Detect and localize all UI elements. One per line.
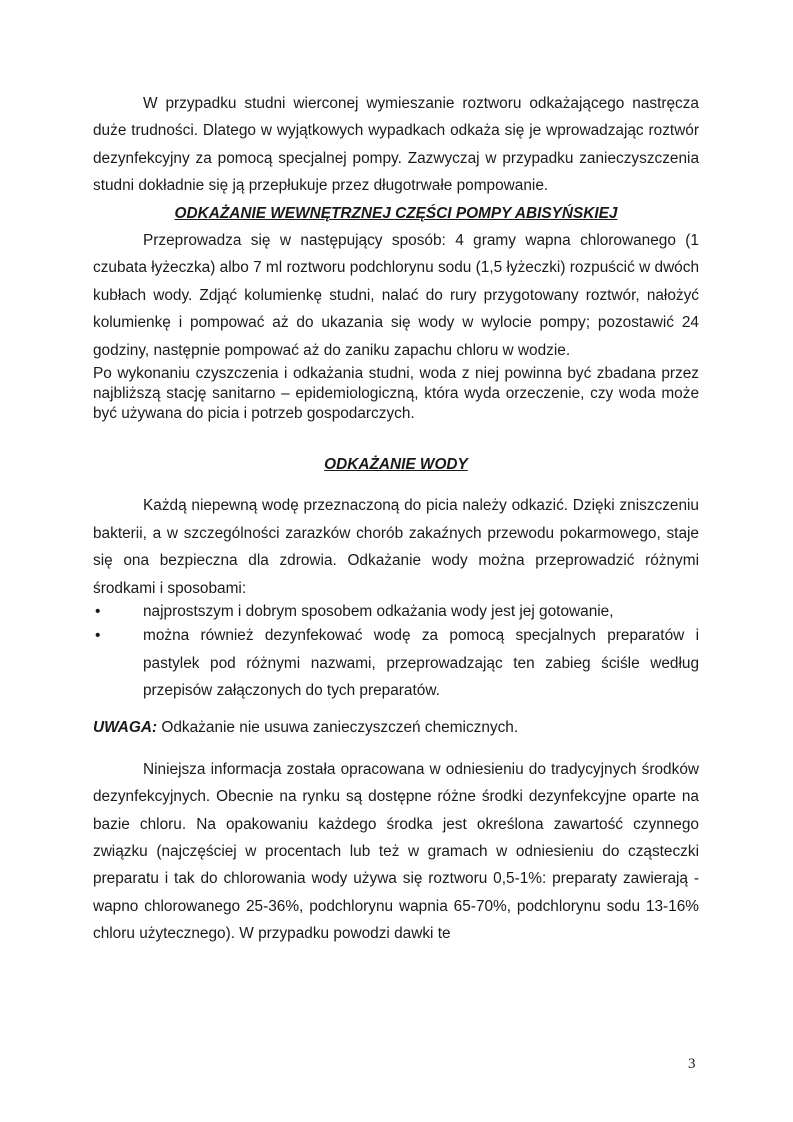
list-item-text: najprostszym i dobrym sposobem odkażania wody jest jej gotowanie,	[143, 603, 614, 621]
paragraph-pump-procedure: Przeprowadza się w następujący sposób: 4 gramy wapna chlorowanego (1 czubata łyżeczka) albo 7 ml roztworu podchlorynu sodu (1,5 łyżeczki) rozpuścić w dwóch kubłach wody. Zdjąć kolumienkę studni, nalać do rury przygotowany roztwór, nałożyć kolumienkę i pompować aż do ukazania się wody w wylocie pompy; pozostawić 24 godziny, następnie pompować aż do zaniku zapachu chloru w wodzie.	[93, 232, 699, 359]
bullet-glyph: •	[95, 603, 101, 621]
page-number: 3	[688, 1056, 696, 1072]
list-item-text: można również dezynfekować wodę za pomocą specjalnych preparatów i pastylek pod różnymi nazwami, przeprowadzając ten zabieg ściśle według przepisów załączonych do tych preparatów.	[143, 627, 699, 699]
paragraph-chlorine-agents: Niniejsza informacja została opracowana w odniesieniu do tradycyjnych środków dezynfekcyjnych. Obecnie na rynku są dostępne różne środki dezynfekcyjne oparte na bazie chloru. Na opakowaniu każdego środka jest określona zawartość czynnego związku (najczęściej w procentach lub też w gramach w odniesieniu do cząsteczki preparatu i tak do chlorowania wody używa się roztworu 0,5-1%: preparaty zawierają - wapno chlorowanego 25-36%, podchlorynu wapnia 65-70%, podchlorynu sodu 13-16% chloru użytecznego). W przypadku powodzi dawki te	[93, 760, 699, 943]
paragraph-drilled-well: W przypadku studni wierconej wymieszanie roztworu odkażającego nastręcza duże trudności. Dlatego w wyjątkowych wypadkach odkaża się je wprowadzając roztwór dezynfekcyjny za pomocą specjalnej pompy. Zazwyczaj w przypadku zanieczyszczenia studni dokładnie się ją przepłukuje przez długotrwałe pompowanie.	[93, 95, 699, 195]
note-label: UWAGA:	[93, 719, 158, 737]
paragraph-water-disinfection-intro: Każdą niepewną wodę przeznaczoną do picia należy odkazić. Dzięki zniszczeniu bakterii, a w szczególności zarazków chorób zakaźnych przewodu pokarmowego, staje się ona bezpieczna dla zdrowia. Odkażanie wody można przeprowadzić różnymi środkami i sposobami:	[93, 497, 699, 597]
heading-pump-disinfection: ODKAŻANIE WEWNĘTRZNEJ CZĘŚCI POMPY ABISYŃSKIEJ	[174, 204, 618, 222]
list-item	[93, 602, 699, 622]
heading-water-disinfection: ODKAŻANIE WODY	[324, 456, 468, 474]
bullet-glyph: •	[95, 627, 101, 645]
paragraph-water-testing: Po wykonaniu czyszczenia i odkażania studni, woda z niej powinna być zbadana przez najbliższą stację sanitarno – epidemiologiczną, która wyda orzeczenie, czy woda może być używana do picia i potrzeb gospodarczych.	[93, 365, 699, 423]
note-text: Odkażanie nie usuwa zanieczyszczeń chemicznych.	[157, 719, 519, 737]
list-item	[93, 622, 699, 704]
disinfection-methods-list	[93, 602, 699, 704]
note-paragraph	[93, 714, 699, 741]
document-page	[93, 90, 699, 948]
